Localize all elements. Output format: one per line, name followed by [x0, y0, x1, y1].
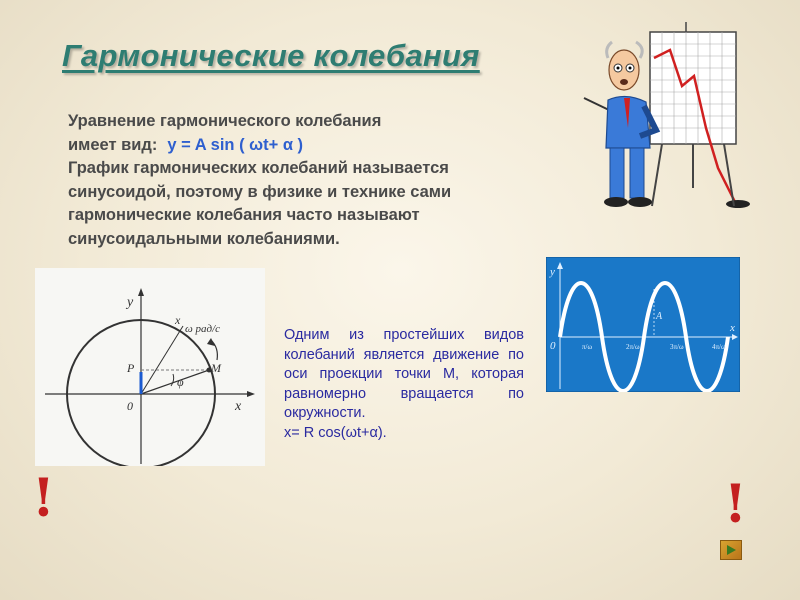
sine-graph: [546, 257, 740, 392]
intro-line-1: Уравнение гармонического колебания: [68, 112, 382, 130]
intro-line-4: синусоидой, поэтому в физике и технике сами: [68, 182, 452, 201]
description-text: Одним из простейших видов колебаний является движение по оси проекции точки М, которая равномерно вращается по окружности.: [284, 327, 524, 421]
slide-title: Гармонические колебания: [62, 38, 480, 73]
formula-text: x= R cos(ωt+α).: [284, 424, 387, 441]
circle-axis-x: x: [235, 399, 242, 414]
intro-line-3: График гармонических колебаний называется: [68, 159, 449, 177]
sine-axis-y: y: [550, 266, 555, 278]
tick-label: 4π/ω: [712, 343, 726, 351]
intro-line-5: гармонические колебания часто называют: [68, 206, 420, 224]
angle-phi-label: φ: [177, 375, 184, 389]
next-arrow-icon: [721, 541, 741, 559]
tick-label: 3π/ω: [670, 343, 684, 351]
point-m-label: M: [211, 361, 221, 375]
amplitude-label: A: [656, 311, 663, 322]
exclamation-right-icon: !: [724, 474, 747, 535]
intro-text: [68, 110, 538, 251]
sine-origin: 0: [550, 340, 556, 352]
circle-diagram: [35, 268, 265, 466]
angular-velocity-label: ω рад/с: [185, 323, 221, 335]
equation: y = A sin ( ωt+ α ): [167, 135, 304, 154]
sine-axis-x: x: [730, 322, 735, 334]
intro-prefix: имеет вид:: [68, 135, 158, 154]
ray-label: x: [175, 313, 181, 327]
point-p-label: P: [127, 361, 135, 375]
tick-label: 2π/ω: [626, 343, 640, 351]
exclamation-left-icon: !: [32, 468, 55, 529]
circle-axis-y: y: [127, 295, 134, 310]
circle-origin: 0: [127, 399, 133, 413]
description-block: [284, 326, 524, 443]
professor-illustration: [578, 18, 778, 213]
next-slide-button[interactable]: [720, 540, 742, 560]
intro-line-2: [68, 134, 538, 158]
intro-line-6: синусоидальными колебаниями.: [68, 229, 340, 248]
tick-label: π/ω: [582, 343, 593, 351]
